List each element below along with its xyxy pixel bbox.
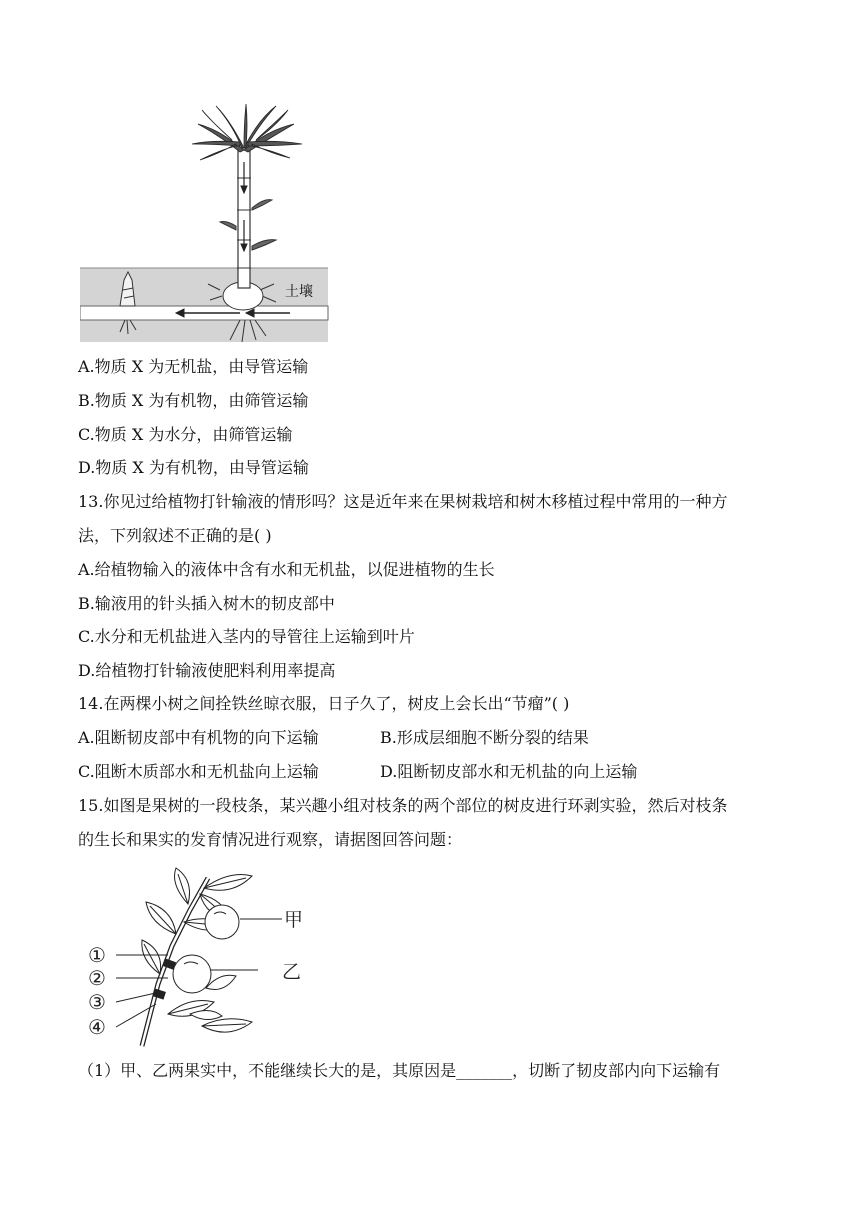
label-yi: 乙: [282, 961, 302, 983]
label-n2: ②: [88, 966, 106, 990]
fruit-branch-figure: [80, 864, 310, 1050]
q13-option-a: A.给植物输入的液体中含有水和无机盐，以促进植物的生长: [78, 560, 495, 579]
q14-option-d: D.阻断韧皮部水和无机盐的向上运输: [380, 762, 638, 781]
label-n4: ④: [88, 1015, 106, 1039]
bamboo-soil-figure: [80, 100, 330, 344]
q13-stem-line1: 13.你见过给植物打针输液的情形吗？这是近年来在果树栽培和树木移植过程中常用的一种方: [78, 492, 728, 511]
q15-stem-line2: 的生长和果实的发育情况进行观察，请据图回答问题：: [78, 830, 463, 849]
q14-option-b: B.形成层细胞不断分裂的结果: [380, 728, 589, 747]
fruit-yi: [173, 955, 211, 993]
label-n3: ③: [88, 990, 106, 1014]
bamboo-crown: [192, 104, 302, 160]
q13-option-b: B.输液用的针头插入树木的韧皮部中: [78, 594, 335, 613]
soil-band: [80, 268, 328, 342]
q13-option-c: C.水分和无机盐进入茎内的导管往上运输到叶片: [78, 627, 415, 646]
fruit-jia: [205, 905, 239, 939]
q15-stem-line1: 15.如图是果树的一段枝条，某兴趣小组对枝条的两个部位的树皮进行环剥实验，然后对枝条: [78, 796, 728, 815]
q12-option-c: C.物质 X 为水分，由筛管运输: [78, 425, 293, 444]
q15-sub1: （1）甲、乙两果实中，不能继续长大的是，其原因是_______，切断了韧皮部内向下运输有: [78, 1061, 721, 1080]
q13-stem-line2: 法，下列叙述不正确的是( ): [78, 526, 272, 545]
label-jia: 甲: [284, 909, 304, 931]
q12-option-a: A.物质 X 为无机盐，由导管运输: [78, 357, 309, 376]
soil-label: 土壤: [285, 284, 313, 300]
q14-option-a: A.阻断韧皮部中有机物的向下运输: [78, 728, 319, 747]
q12-option-d: D.物质 X 为有机物，由导管运输: [78, 458, 309, 477]
label-n1: ①: [88, 943, 106, 967]
q13-option-d: D.给植物打针输液使肥料利用率提高: [78, 661, 336, 680]
q14-option-c: C.阻断木质部水和无机盐向上运输: [78, 762, 319, 781]
q14-stem: 14.在两棵小树之间拴铁丝晾衣服，日子久了，树皮上会长出“节瘤”( ): [78, 694, 570, 713]
q12-option-b: B.物质 X 为有机物，由筛管运输: [78, 391, 309, 410]
